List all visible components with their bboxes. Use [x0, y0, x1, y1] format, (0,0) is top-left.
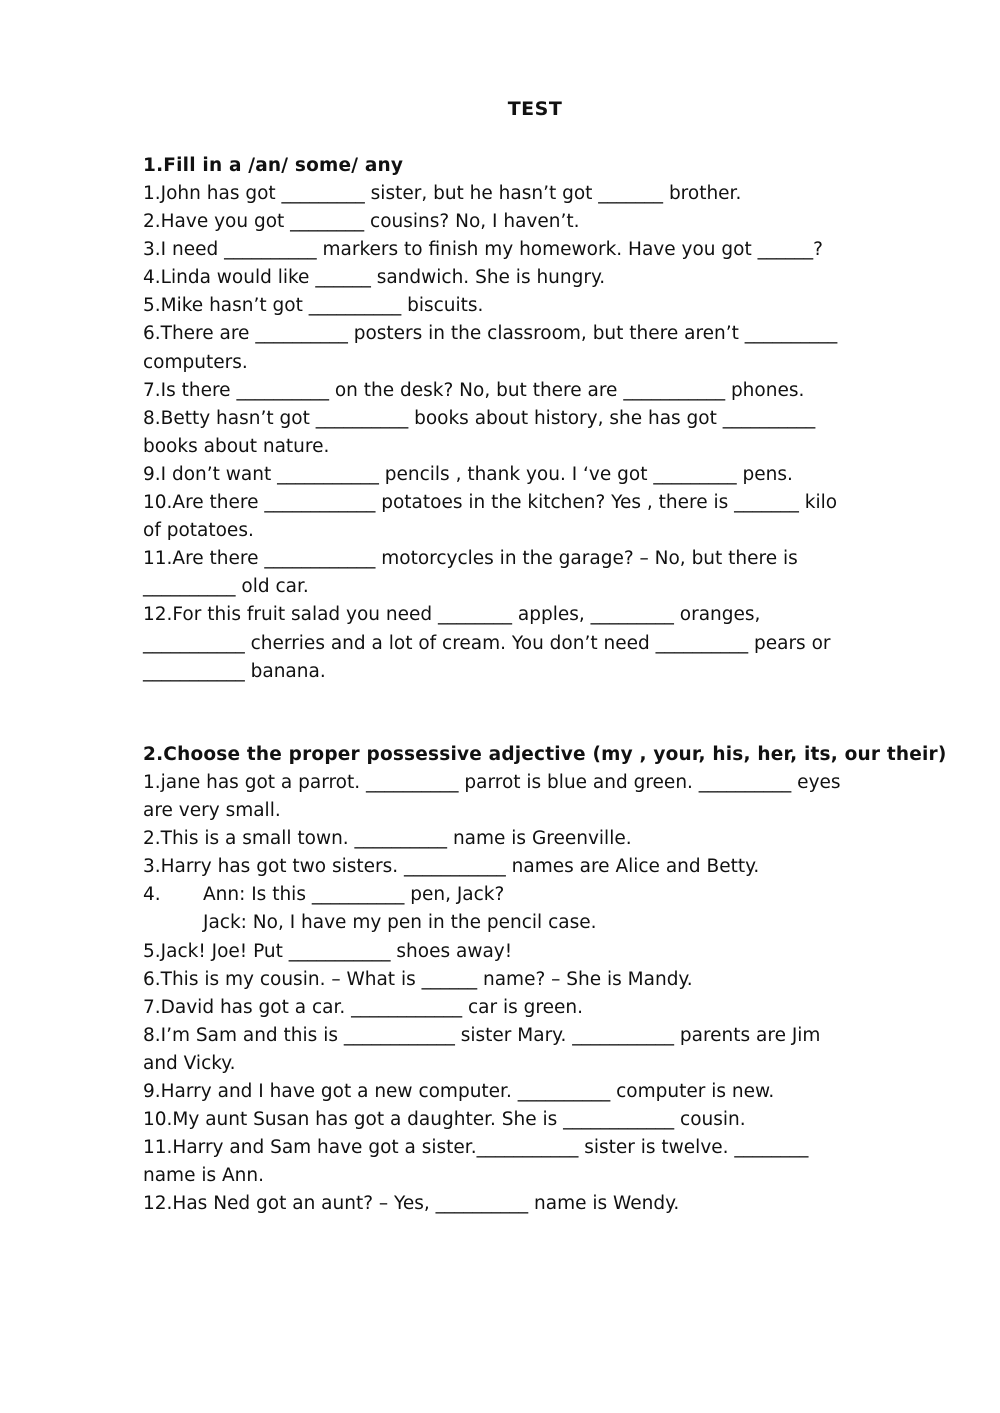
exercise-line: 5.Mike hasn’t got __________ biscuits. [143, 295, 484, 317]
exercise-line: and Vicky. [143, 1052, 236, 1074]
exercise-line: are very small. [143, 800, 281, 822]
exercise-line: 12.Has Ned got an aunt? – Yes, __________ name is Wendy. [143, 1193, 680, 1215]
exercise-line: 4.Linda would like ______ sandwich. She is hungry. [143, 267, 606, 289]
exercise-line: 2.Have you got ________ cousins? No, I haven’t. [143, 211, 580, 233]
exercise-line: 3.Harry has got two sisters. ___________ names are Alice and Betty. [143, 856, 760, 878]
item-4-number: 4. [143, 884, 161, 906]
exercise-line: computers. [143, 351, 248, 373]
exercise-line: 3.I need __________ markers to finish my homework. Have you got ______? [143, 239, 823, 261]
exercise-line: of potatoes. [143, 520, 254, 542]
exercise-line: 8.I’m Sam and this is ____________ sister Mary. ___________ parents are Jim [143, 1024, 821, 1046]
section-1 [143, 152, 933, 686]
item-4-answer: Jack: No, I have my pen in the pencil case. [203, 912, 597, 934]
exercise-line: __________ old car. [143, 576, 309, 598]
exercise-line: 12.For this fruit salad you need ________ apples, _________ oranges, [143, 604, 761, 626]
exercise-line: 6.This is my cousin. – What is ______ name? – She is Mandy. [143, 968, 693, 990]
exercise-line: 7.David has got a car. ____________ car is green. [143, 996, 583, 1018]
exercise-line: 9.Harry and I have got a new computer. __________ computer is new. [143, 1081, 775, 1103]
exercise-line: 2.This is a small town. __________ name is Greenville. [143, 828, 632, 850]
exercise-line: 9.I don’t want ___________ pencils , thank you. I ‘ve got _________ pens. [143, 463, 793, 485]
section-2-heading: 2.Choose the proper possessive adjective (my , your, his, her, its, our their) [143, 744, 947, 765]
section-1-heading: 1.Fill in a /an/ some/ any [143, 155, 404, 176]
exercise-line: 10.My aunt Susan has got a daughter. She is ____________ cousin. [143, 1109, 746, 1131]
exercise-line: name is Ann. [143, 1165, 264, 1187]
exercise-line: ___________ cherries and a lot of cream. You don’t need __________ pears or [143, 632, 831, 654]
exercise-line: 11.Harry and Sam have got a sister.___________ sister is twelve. ________ [143, 1137, 809, 1159]
exercise-line: 8.Betty hasn’t got __________ books about history, she has got __________ [143, 407, 816, 429]
exercise-line: 11.Are there ____________ motorcycles in the garage? – No, but there is [143, 548, 798, 570]
exercise-line: 1.John has got _________ sister, but he hasn’t got _______ brother. [143, 183, 742, 204]
exercise-line: 1.jane has got a parrot. __________ parrot is blue and green. __________ eyes [143, 772, 841, 793]
exercise-line-item-4 [143, 881, 933, 909]
section-2 [143, 741, 947, 1219]
exercise-line: books about nature. [143, 435, 330, 457]
exercise-line: 7.Is there __________ on the desk? No, but there are ___________ phones. [143, 379, 805, 401]
exercise-line: 5.Jack! Joe! Put ___________ shoes away! [143, 940, 513, 962]
exercise-line: 6.There are __________ posters in the classroom, but there aren’t __________ [143, 323, 838, 345]
exercise-line: 10.Are there ____________ potatoes in the kitchen? Yes , there is _______ kilo [143, 492, 838, 514]
exercise-line: ___________ banana. [143, 660, 326, 682]
item-4-question: Ann: Is this __________ pen, Jack? [203, 884, 505, 906]
page-title: TEST [507, 98, 563, 120]
